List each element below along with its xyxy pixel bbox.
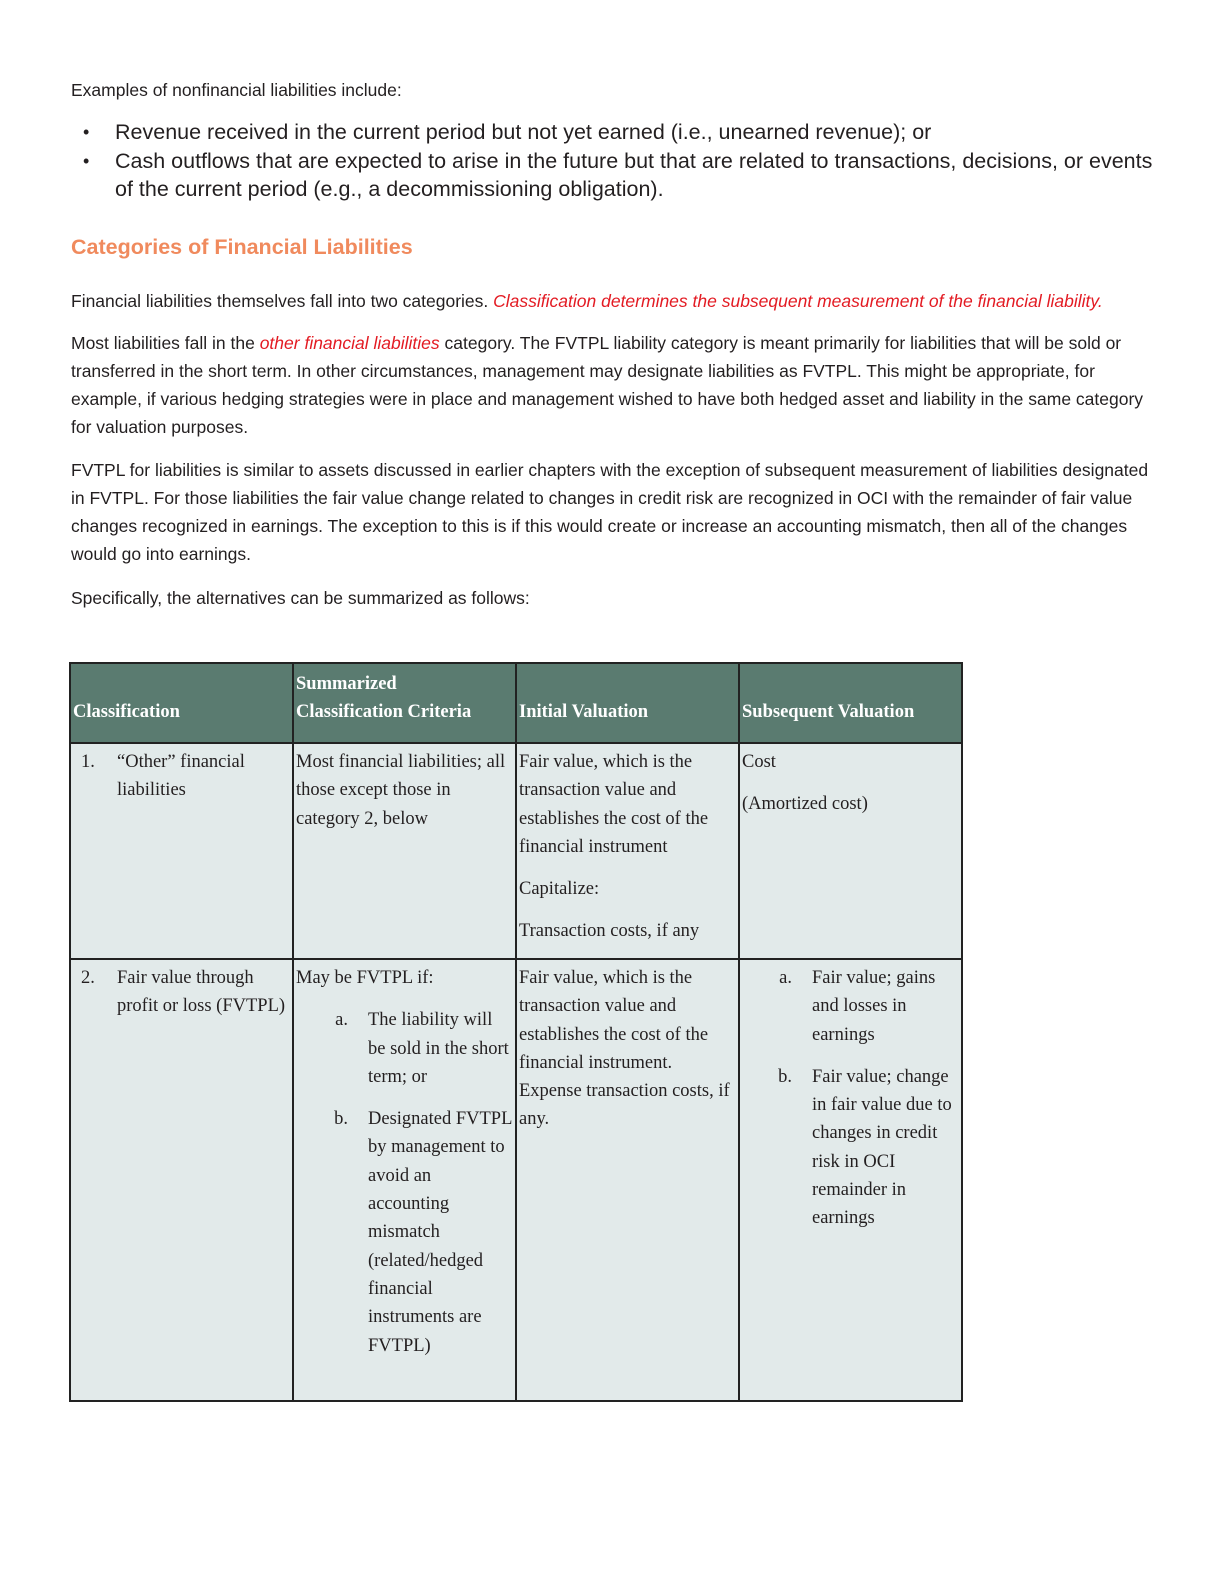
header-classification: Classification — [70, 663, 293, 743]
header-criteria-line: Classification Criteria — [296, 702, 472, 722]
paragraph-summary-intro: Specifically, the alternatives can be summarized as follows: — [71, 588, 530, 609]
subsequent-valuation-text: (Amortized cost) — [742, 794, 868, 815]
cell-classification — [70, 743, 293, 959]
table-header-row — [70, 663, 962, 743]
header-subsequent-valuation: Subsequent Valuation — [739, 663, 962, 743]
criteria-intro: May be FVTPL if: — [296, 968, 434, 988]
subsequent-item-label: a. — [779, 968, 792, 988]
criteria-text: Most financial liabilities; all those except those in category 2, below — [296, 752, 506, 829]
subsequent-item-label: b. — [778, 1066, 792, 1087]
initial-valuation-text: Fair value, which is the transaction value and establishes the cost of the financial instrument. Expense transaction costs, if any. — [519, 968, 730, 1130]
subsequent-item — [742, 1063, 959, 1233]
alternatives-table — [69, 662, 963, 1402]
emphasis-text: other financial liabilities — [259, 332, 440, 353]
capitalize-value: Transaction costs, if any — [519, 921, 700, 942]
section-heading: Categories of Financial Liabilities — [71, 234, 413, 259]
bullet-icon: • — [83, 122, 90, 142]
initial-valuation-text: Fair value, which is the transaction value and establishes the cost of the financial instrument — [519, 752, 709, 857]
cell-classification — [70, 959, 293, 1401]
header-criteria-line: Summarized — [296, 674, 397, 694]
subsequent-valuation-text: Cost — [742, 752, 776, 772]
table-row — [70, 743, 962, 959]
row-number: 2. — [81, 968, 95, 988]
list-item — [71, 118, 1156, 147]
paragraph-categories — [71, 287, 1156, 315]
cell-criteria — [293, 743, 516, 959]
criteria-item — [296, 1105, 513, 1360]
row-number: 1. — [81, 752, 95, 772]
cell-initial-valuation — [516, 743, 739, 959]
paragraph-other-liabilities — [71, 329, 1156, 442]
subsequent-item-text: Fair value; change in fair value due to changes in credit risk in OCI remainder in earnings — [812, 1066, 952, 1229]
list-item-text: Cash outflows that are expected to arise in the future but that are related to transactions, decisions, or events of the current period (e.g., a decommissioning obligation). — [115, 148, 1153, 201]
intro-text: Examples of nonfinancial liabilities include: — [71, 80, 402, 100]
bullet-icon: • — [83, 150, 90, 171]
criteria-item-label: a. — [335, 1010, 348, 1031]
header-initial-valuation: Initial Valuation — [516, 663, 739, 743]
cell-criteria — [293, 959, 516, 1401]
document-page — [71, 72, 1156, 613]
criteria-item-label: b. — [334, 1109, 348, 1130]
capitalize-label: Capitalize: — [519, 879, 600, 900]
criteria-item — [296, 1006, 513, 1091]
cell-subsequent-valuation — [739, 743, 962, 959]
emphasis-text: Classification determines the subsequent measurement of the financial liability. — [493, 290, 1103, 311]
list-item-text: Revenue received in the current period but not yet earned (i.e., unearned revenue); or — [115, 120, 932, 144]
criteria-item-text: Designated FVTPL by management to avoid an accounting mismatch (related/hedged financial instruments are FVTPL) — [368, 1109, 512, 1356]
list-item — [71, 147, 1156, 204]
classification-text: “Other” financial liabilities — [117, 752, 245, 801]
paragraph-text: Most liabilities fall in the — [71, 332, 260, 353]
paragraph-text: Financial liabilities themselves fall into two categories. — [71, 290, 494, 311]
cell-initial-valuation — [516, 959, 739, 1401]
paragraph-text: category. The FVTPL liability category is meant primarily for liabilities that will be sold or transferred in the short term. In other circumstances, management may designate liabilities as FVTPL. This might be appropriate, for example, if various hedging strategies were in place and management wished to have both hedged asset and liability in the same category for valuation purposes. — [71, 332, 1144, 438]
nonfinancial-liabilities-list — [71, 118, 1156, 204]
paragraph-fvtpl: FVTPL for liabilities is similar to assets discussed in earlier chapters with the exception of subsequent measurement of liabilities designated in FVTPL. For those liabilities the fair value change related to changes in credit risk are recognized in OCI with the remainder of fair value changes recognized in earnings. The exception to this is if this would create or increase an accounting mismatch, then all of the changes would go into earnings. — [71, 459, 1149, 565]
table-row — [70, 959, 962, 1401]
header-criteria — [293, 663, 516, 743]
subsequent-item — [742, 964, 959, 1049]
classification-text: Fair value through profit or loss (FVTPL) — [117, 968, 286, 1017]
criteria-item-text: The liability will be sold in the short term; or — [368, 1010, 509, 1087]
cell-subsequent-valuation — [739, 959, 962, 1401]
subsequent-item-text: Fair value; gains and losses in earnings — [812, 968, 936, 1045]
